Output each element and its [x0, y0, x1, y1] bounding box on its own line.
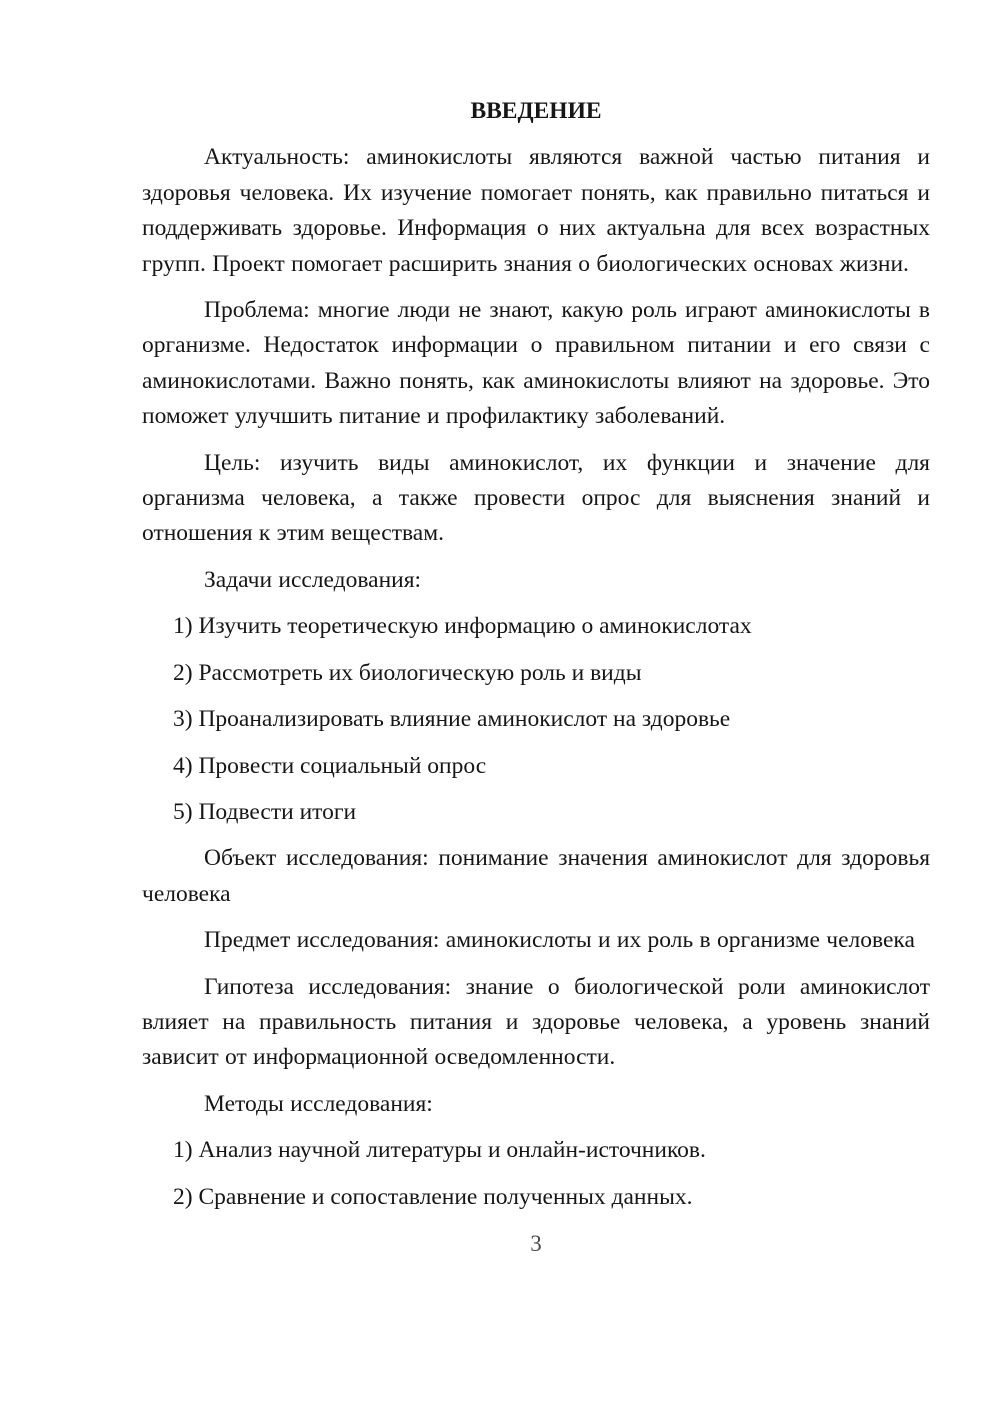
task-item-2: 2) Рассмотреть их биологическую роль и виды: [173, 659, 642, 686]
paragraph-problem: Проблема: многие люди не знают, какую роль играют аминокислоты в организме. Недостаток информации о правильном питании и его связи с аминокислотами. Важно понять, как аминокислоты влияют на здоровье. Это поможет улучшить питание и профилактику заболеваний.: [142, 297, 930, 430]
heading-tasks: Задачи исследования:: [204, 566, 422, 593]
task-item-1: 1) Изучить теоретическую информацию о аминокислотах: [173, 613, 752, 640]
paragraph-goal: Цель: изучить виды аминокислот, их функции и значение для организма человека, а также провести опрос для выяснения знаний и отношения к этим веществам.: [142, 449, 930, 547]
method-item-2: 2) Сравнение и сопоставление полученных данных.: [173, 1183, 693, 1210]
page-number: 3: [530, 1230, 542, 1256]
document-title: ВВЕДЕНИЕ: [470, 98, 602, 124]
heading-methods: Методы исследования:: [204, 1090, 433, 1117]
paragraph-object: Объект исследования: понимание значения аминокислот для здоровья человека: [142, 845, 930, 907]
paragraph-hypothesis: Гипотеза исследования: знание о биологической роли аминокислот влияет на правильность питания и здоровье человека, а уровень знаний зависит от информационной осведомленности.: [142, 973, 930, 1071]
paragraph-relevance: Актуальность: аминокислоты являются важной частью питания и здоровья человека. Их изучение помогает понять, как правильно питаться и поддерживать здоровье. Информация о них актуальна для всех возрастных групп. Проект помогает расширить знания о биологических основах жизни.: [142, 144, 930, 277]
task-item-3: 3) Проанализировать влияние аминокислот на здоровье: [173, 706, 731, 733]
document-page: [142, 0, 930, 1261]
task-item-5: 5) Подвести итоги: [173, 798, 357, 825]
paragraph-subject: Предмет исследования: аминокислоты и их роль в организме человека: [204, 927, 915, 954]
task-item-4: 4) Провести социальный опрос: [173, 752, 487, 779]
method-item-1: 1) Анализ научной литературы и онлайн-источников.: [173, 1137, 706, 1164]
